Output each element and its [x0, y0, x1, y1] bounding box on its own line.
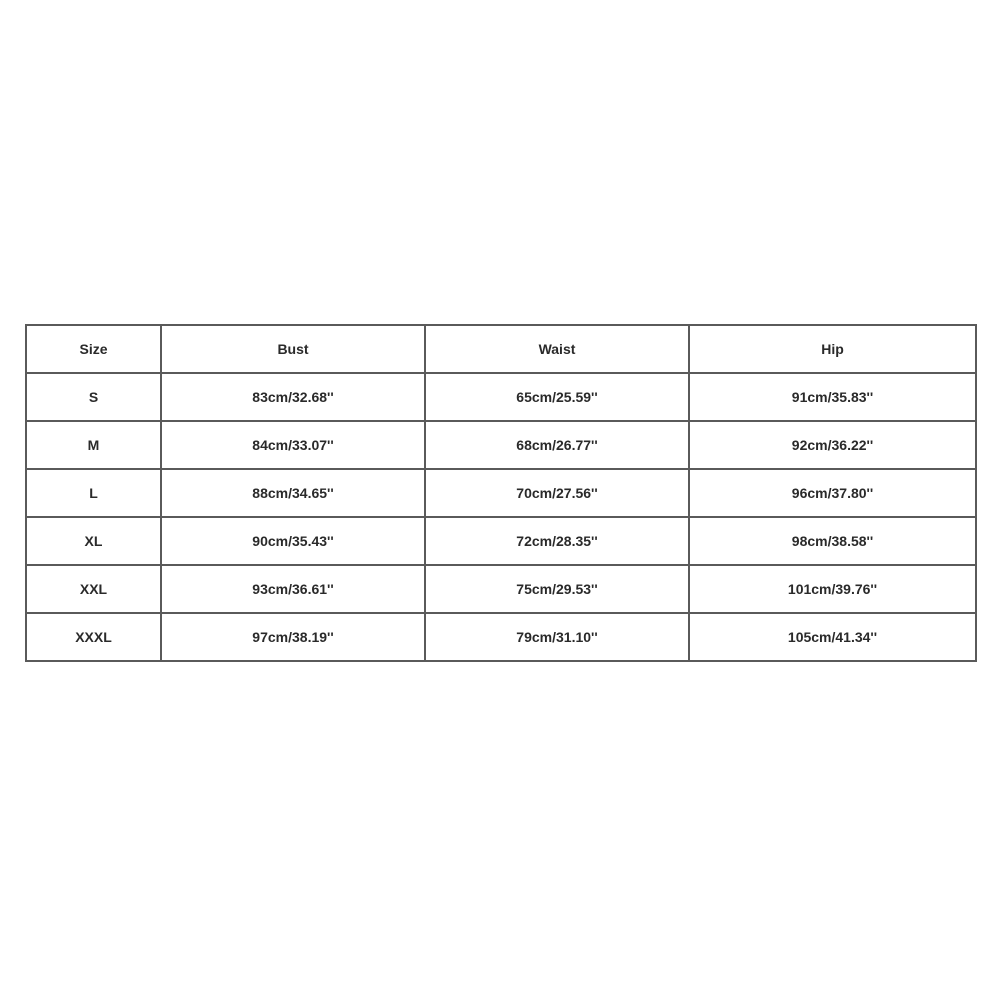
hip-cell: 91cm/35.83'': [689, 373, 976, 421]
waist-cell: 68cm/26.77'': [425, 421, 689, 469]
bust-cell: 84cm/33.07'': [161, 421, 425, 469]
hip-cell: 96cm/37.80'': [689, 469, 976, 517]
bust-cell: 93cm/36.61'': [161, 565, 425, 613]
table-row: [26, 421, 976, 469]
waist-cell: 79cm/31.10'': [425, 613, 689, 661]
header-size: Size: [26, 325, 161, 373]
size-cell: M: [26, 421, 161, 469]
size-cell: XXL: [26, 565, 161, 613]
hip-cell: 101cm/39.76'': [689, 565, 976, 613]
table-row: [26, 613, 976, 661]
bust-cell: 90cm/35.43'': [161, 517, 425, 565]
bust-cell: 88cm/34.65'': [161, 469, 425, 517]
table-row: [26, 565, 976, 613]
header-hip: Hip: [689, 325, 976, 373]
bust-cell: 83cm/32.68'': [161, 373, 425, 421]
size-cell: XXXL: [26, 613, 161, 661]
table-row: [26, 373, 976, 421]
waist-cell: 70cm/27.56'': [425, 469, 689, 517]
table-row: [26, 469, 976, 517]
hip-cell: 98cm/38.58'': [689, 517, 976, 565]
hip-cell: 92cm/36.22'': [689, 421, 976, 469]
header-row: [26, 325, 976, 373]
size-cell: XL: [26, 517, 161, 565]
table-row: [26, 517, 976, 565]
waist-cell: 72cm/28.35'': [425, 517, 689, 565]
hip-cell: 105cm/41.34'': [689, 613, 976, 661]
header-waist: Waist: [425, 325, 689, 373]
bust-cell: 97cm/38.19'': [161, 613, 425, 661]
size-cell: S: [26, 373, 161, 421]
waist-cell: 75cm/29.53'': [425, 565, 689, 613]
waist-cell: 65cm/25.59'': [425, 373, 689, 421]
header-bust: Bust: [161, 325, 425, 373]
size-cell: L: [26, 469, 161, 517]
size-chart-table: [25, 324, 977, 662]
